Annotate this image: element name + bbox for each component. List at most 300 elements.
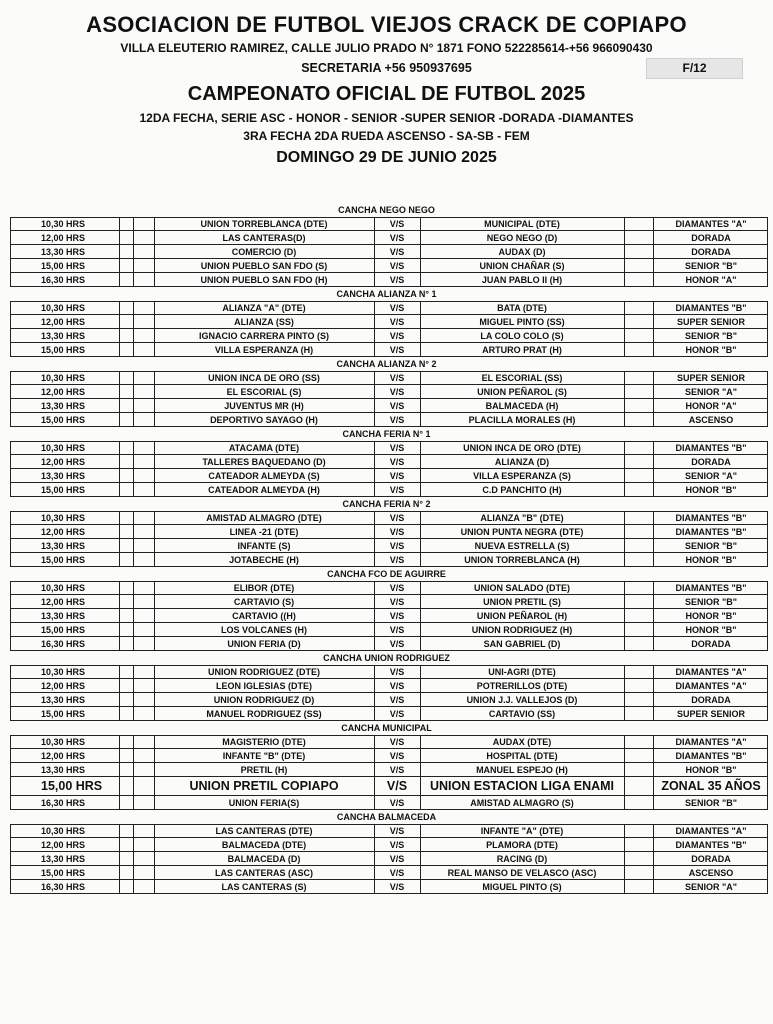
- column-divider: [624, 623, 625, 636]
- match-category: ZONAL 35 AÑOS: [661, 779, 761, 793]
- column-divider: [119, 666, 120, 678]
- column-divider: [133, 273, 134, 286]
- match-time: 10,30 HRS: [41, 219, 86, 229]
- match-row: [10, 371, 768, 385]
- match-row: [10, 413, 768, 427]
- column-divider: [624, 838, 625, 851]
- match-time: 12,00 HRS: [41, 750, 86, 761]
- column-divider: [133, 245, 134, 258]
- home-team: UNION FERIA (D): [227, 638, 301, 649]
- home-team: BALMACEDA (DTE): [221, 839, 307, 850]
- column-divider: [119, 763, 120, 776]
- column-divider: [133, 385, 134, 398]
- versus-label: V/S: [389, 708, 405, 719]
- match-row: [10, 749, 768, 763]
- column-divider: [133, 525, 134, 538]
- column-divider: [119, 880, 120, 893]
- column-divider: [119, 609, 120, 622]
- association-address: VILLA ELEUTERIO RAMIREZ, CALLE JULIO PRADO N° 1871 FONO 522285614-+56 966090430: [120, 41, 653, 55]
- column-divider: [624, 749, 625, 762]
- column-divider: [624, 442, 625, 454]
- column-divider: [624, 693, 625, 706]
- venue-title: CANCHA BALMACEDA: [336, 812, 437, 822]
- match-category: DIAMANTES "B": [675, 443, 747, 453]
- home-team: JUVENTUS MR (H): [224, 400, 304, 411]
- column-divider: [624, 539, 625, 552]
- venues-list: [0, 203, 773, 894]
- match-time: 16,30 HRS: [41, 274, 86, 285]
- away-team: HOSPITAL (DTE): [486, 750, 558, 761]
- home-team: TALLERES BAQUEDANO (D): [202, 456, 326, 467]
- column-divider: [119, 302, 120, 314]
- match-time: 10,30 HRS: [41, 737, 86, 747]
- away-team: ALIANZA (D): [494, 456, 550, 467]
- versus-label: V/S: [389, 456, 405, 467]
- venue-title: CANCHA NEGO NEGO: [338, 205, 435, 215]
- versus-label: V/S: [389, 386, 405, 397]
- match-row: [10, 329, 768, 343]
- match-category: DIAMANTES "B": [675, 303, 747, 313]
- column-divider: [119, 273, 120, 286]
- sheet-code: F/12: [646, 58, 743, 79]
- away-team: PLAMORA (DTE): [486, 839, 558, 850]
- match-row: [10, 553, 768, 567]
- away-team: ALIANZA "B" (DTE): [480, 513, 564, 523]
- match-category: DIAMANTES "A": [675, 219, 747, 229]
- match-row: [10, 693, 768, 707]
- column-divider: [624, 736, 625, 748]
- column-divider: [133, 455, 134, 468]
- column-divider: [133, 483, 134, 496]
- versus-label: V/S: [389, 667, 405, 677]
- column-divider: [133, 413, 134, 426]
- match-row: [10, 217, 768, 231]
- match-row: [10, 623, 768, 637]
- column-divider: [119, 796, 120, 809]
- match-row: [10, 343, 768, 357]
- column-divider: [133, 315, 134, 328]
- home-team: BALMACEDA (D): [227, 853, 301, 864]
- versus-label: V/S: [389, 750, 405, 761]
- versus-label: V/S: [389, 443, 405, 453]
- home-team: VILLA ESPERANZA (H): [214, 344, 314, 355]
- match-category: HONOR "B": [685, 344, 737, 355]
- match-category: HONOR "B": [685, 610, 737, 621]
- column-divider: [119, 245, 120, 258]
- venue-title: CANCHA FCO DE AGUIRRE: [327, 569, 446, 579]
- match-row: [10, 525, 768, 539]
- column-divider: [624, 553, 625, 566]
- match-category: SENIOR "B": [684, 596, 738, 607]
- match-category: DIAMANTES "A": [675, 680, 747, 691]
- column-divider: [624, 483, 625, 496]
- secretary-row: [0, 57, 773, 79]
- versus-label: V/S: [389, 881, 405, 892]
- match-time: 12,00 HRS: [41, 680, 86, 691]
- away-team: EL ESCORIAL (SS): [481, 373, 563, 383]
- column-divider: [119, 595, 120, 608]
- match-row: [10, 483, 768, 497]
- away-team: UNION RODRIGUEZ (H): [471, 624, 573, 635]
- match-category: SENIOR "B": [684, 330, 738, 341]
- home-team: INFANTE (S): [237, 540, 291, 551]
- column-divider: [624, 609, 625, 622]
- home-team: UNION PUEBLO SAN FDO (S): [200, 260, 328, 271]
- away-team: UNION PEÑAROL (H): [476, 610, 568, 621]
- column-divider: [624, 372, 625, 384]
- away-team: UNION SALADO (DTE): [474, 583, 570, 593]
- column-divider: [119, 399, 120, 412]
- home-team: AMISTAD ALMAGRO (DTE): [206, 513, 322, 523]
- away-team: UNI-AGRI (DTE): [488, 667, 556, 677]
- column-divider: [624, 315, 625, 328]
- column-divider: [119, 455, 120, 468]
- away-team: UNION ESTACION LIGA ENAMI: [429, 779, 615, 793]
- match-category: SUPER SENIOR: [676, 316, 745, 327]
- column-divider: [133, 302, 134, 314]
- match-category: HONOR "A": [685, 274, 737, 285]
- column-divider: [133, 693, 134, 706]
- match-row: [10, 455, 768, 469]
- home-team: PRETIL (H): [240, 764, 288, 775]
- match-time: 15,00 HRS: [41, 779, 103, 793]
- column-divider: [119, 385, 120, 398]
- home-team: UNION FERIA(S): [228, 797, 300, 808]
- versus-label: V/S: [389, 694, 405, 705]
- match-time: 15,00 HRS: [41, 260, 86, 271]
- column-divider: [133, 218, 134, 230]
- versus-label: V/S: [389, 583, 405, 593]
- versus-label: V/S: [389, 414, 405, 425]
- column-divider: [119, 707, 120, 720]
- match-row: [10, 796, 768, 810]
- match-time: 12,00 HRS: [41, 232, 86, 243]
- versus-label: V/S: [389, 839, 405, 850]
- home-team: CARTAVIO (S): [233, 596, 295, 607]
- column-divider: [133, 343, 134, 356]
- away-team: AUDAX (DTE): [492, 737, 552, 747]
- match-category: DIAMANTES "A": [675, 826, 747, 836]
- match-row: [10, 866, 768, 880]
- column-divider: [119, 693, 120, 706]
- away-team: MIGUEL PINTO (S): [482, 881, 562, 892]
- home-team: ALIANZA "A" (DTE): [222, 303, 306, 313]
- match-row: [10, 763, 768, 777]
- column-divider: [119, 512, 120, 524]
- column-divider: [119, 483, 120, 496]
- match-time: 12,00 HRS: [41, 316, 86, 327]
- match-time: 13,30 HRS: [41, 400, 86, 411]
- column-divider: [133, 838, 134, 851]
- versus-label: V/S: [389, 797, 405, 808]
- away-team: MANUEL ESPEJO (H): [476, 764, 568, 775]
- match-category: DIAMANTES "A": [675, 737, 747, 747]
- match-category: DIAMANTES "B": [675, 750, 747, 761]
- match-category: SENIOR "A": [684, 881, 738, 892]
- versus-label: V/S: [389, 470, 405, 481]
- match-time: 10,30 HRS: [41, 303, 86, 313]
- away-team: NUEVA ESTRELLA (S): [474, 540, 570, 551]
- versus-label: V/S: [386, 779, 408, 793]
- column-divider: [133, 777, 134, 795]
- venue-block: [0, 357, 773, 427]
- column-divider: [624, 469, 625, 482]
- match-time: 10,30 HRS: [41, 826, 86, 836]
- column-divider: [133, 512, 134, 524]
- column-divider: [119, 413, 120, 426]
- match-time: 15,00 HRS: [41, 414, 86, 425]
- column-divider: [133, 880, 134, 893]
- versus-label: V/S: [389, 638, 405, 649]
- column-divider: [624, 259, 625, 272]
- home-team: CATEADOR ALMEYDA (H): [208, 484, 320, 495]
- match-category: DIAMANTES "A": [675, 667, 747, 677]
- column-divider: [624, 273, 625, 286]
- match-time: 13,30 HRS: [41, 246, 86, 257]
- home-team: ELIBOR (DTE): [233, 583, 295, 593]
- match-category: DORADA: [691, 853, 731, 864]
- match-category: DORADA: [691, 232, 731, 243]
- column-divider: [624, 385, 625, 398]
- away-team: MIGUEL PINTO (SS): [479, 316, 565, 327]
- match-category: DORADA: [691, 246, 731, 257]
- match-time: 10,30 HRS: [41, 513, 86, 523]
- away-team: MUNICIPAL (DTE): [484, 219, 560, 229]
- match-row: [10, 399, 768, 413]
- home-team: LEON IGLESIAS (DTE): [215, 680, 312, 691]
- versus-label: V/S: [389, 219, 405, 229]
- secretary-phone: SECRETARIA +56 950937695: [301, 61, 472, 75]
- away-team: PLACILLA MORALES (H): [468, 414, 576, 425]
- column-divider: [119, 329, 120, 342]
- versus-label: V/S: [389, 526, 405, 537]
- column-divider: [133, 372, 134, 384]
- match-category: HONOR "B": [685, 624, 737, 635]
- column-divider: [624, 231, 625, 244]
- versus-label: V/S: [389, 680, 405, 691]
- match-time: 13,30 HRS: [41, 853, 86, 864]
- venue-title: CANCHA ALIANZA N° 1: [336, 289, 437, 299]
- match-time: 12,00 HRS: [41, 386, 86, 397]
- match-category: SENIOR "B": [684, 797, 738, 808]
- column-divider: [119, 866, 120, 879]
- column-divider: [624, 399, 625, 412]
- column-divider: [624, 880, 625, 893]
- match-date: DOMINGO 29 DE JUNIO 2025: [276, 149, 497, 166]
- match-row: [10, 777, 768, 796]
- home-team: UNION TORREBLANCA (DTE): [200, 219, 328, 229]
- column-divider: [624, 512, 625, 524]
- match-category: DIAMANTES "B": [675, 513, 747, 523]
- column-divider: [119, 259, 120, 272]
- match-row: [10, 511, 768, 525]
- column-divider: [133, 736, 134, 748]
- home-team: INFANTE "B" (DTE): [222, 750, 306, 761]
- column-divider: [119, 539, 120, 552]
- round-line: 3RA FECHA 2DA RUEDA ASCENSO - SA-SB - FEM: [243, 129, 530, 143]
- match-category: ASCENSO: [688, 414, 734, 425]
- column-divider: [624, 825, 625, 837]
- column-divider: [624, 525, 625, 538]
- match-row: [10, 315, 768, 329]
- column-divider: [624, 866, 625, 879]
- venue-title: CANCHA MUNICIPAL: [341, 723, 432, 733]
- away-team: UNION J.J. VALLEJOS (D): [466, 694, 578, 705]
- column-divider: [624, 413, 625, 426]
- away-team: INFANTE "A" (DTE): [480, 826, 564, 836]
- versus-label: V/S: [389, 737, 405, 747]
- versus-label: V/S: [389, 596, 405, 607]
- column-divider: [119, 218, 120, 230]
- column-divider: [133, 399, 134, 412]
- match-category: SENIOR "A": [684, 470, 738, 481]
- away-team: LA COLO COLO (S): [480, 330, 564, 341]
- match-row: [10, 735, 768, 749]
- match-time: 15,00 HRS: [41, 484, 86, 495]
- versus-label: V/S: [389, 826, 405, 836]
- versus-label: V/S: [389, 260, 405, 271]
- match-category: HONOR "A": [685, 400, 737, 411]
- match-row: [10, 595, 768, 609]
- versus-label: V/S: [389, 303, 405, 313]
- home-team: EL ESCORIAL (S): [226, 386, 302, 397]
- column-divider: [133, 666, 134, 678]
- venue-title: CANCHA UNION RODRIGUEZ: [323, 653, 450, 663]
- column-divider: [133, 796, 134, 809]
- column-divider: [133, 539, 134, 552]
- column-divider: [119, 825, 120, 837]
- column-divider: [624, 777, 625, 795]
- home-team: ALIANZA (SS): [234, 316, 294, 327]
- versus-label: V/S: [389, 316, 405, 327]
- match-row: [10, 441, 768, 455]
- column-divider: [133, 866, 134, 879]
- column-divider: [624, 796, 625, 809]
- match-row: [10, 707, 768, 721]
- column-divider: [119, 777, 120, 795]
- match-row: [10, 539, 768, 553]
- versus-label: V/S: [389, 610, 405, 621]
- match-time: 10,30 HRS: [41, 373, 86, 383]
- away-team: AMISTAD ALMAGRO (S): [470, 797, 574, 808]
- column-divider: [133, 763, 134, 776]
- match-time: 13,30 HRS: [41, 330, 86, 341]
- match-category: DORADA: [691, 456, 731, 467]
- match-row: [10, 838, 768, 852]
- column-divider: [119, 469, 120, 482]
- column-divider: [133, 679, 134, 692]
- versus-label: V/S: [389, 246, 405, 257]
- home-team: MAGISTERIO (DTE): [222, 737, 306, 747]
- column-divider: [133, 707, 134, 720]
- versus-label: V/S: [389, 867, 405, 878]
- match-category: HONOR "B": [685, 484, 737, 495]
- venue-block: [0, 497, 773, 567]
- home-team: LAS CANTERAS (DTE): [215, 826, 313, 836]
- match-category: SENIOR "B": [684, 260, 738, 271]
- match-category: DORADA: [691, 638, 731, 649]
- column-divider: [133, 469, 134, 482]
- match-time: 13,30 HRS: [41, 764, 86, 775]
- match-time: 15,00 HRS: [41, 867, 86, 878]
- column-divider: [133, 825, 134, 837]
- match-row: [10, 679, 768, 693]
- away-team: UNION INCA DE ORO (DTE): [463, 443, 581, 453]
- column-divider: [133, 595, 134, 608]
- match-category: SENIOR "A": [684, 386, 738, 397]
- match-time: 15,00 HRS: [41, 554, 86, 565]
- column-divider: [133, 609, 134, 622]
- column-divider: [624, 595, 625, 608]
- away-team: UNION TORREBLANCA (H): [464, 554, 580, 565]
- home-team: JOTABECHE (H): [229, 554, 299, 565]
- home-team: UNION PRETIL COPIAPO: [189, 779, 339, 793]
- series-line: 12DA FECHA, SERIE ASC - HONOR - SENIOR -SUPER SENIOR -DORADA -DIAMANTES: [139, 111, 634, 125]
- away-team: NEGO NEGO (D): [486, 232, 558, 243]
- venue-title: CANCHA FERIA N° 2: [342, 499, 431, 509]
- away-team: UNION CHAÑAR (S): [479, 260, 565, 271]
- venue-block: [0, 427, 773, 497]
- match-row: [10, 245, 768, 259]
- versus-label: V/S: [389, 330, 405, 341]
- column-divider: [624, 343, 625, 356]
- column-divider: [119, 749, 120, 762]
- match-time: 10,30 HRS: [41, 443, 86, 453]
- away-team: ARTURO PRAT (H): [482, 344, 562, 355]
- column-divider: [119, 372, 120, 384]
- column-divider: [624, 763, 625, 776]
- match-time: 10,30 HRS: [41, 583, 86, 593]
- home-team: LOS VOLCANES (H): [220, 624, 307, 635]
- home-team: DEPORTIVO SAYAGO (H): [210, 414, 318, 425]
- match-row: [10, 301, 768, 315]
- column-divider: [133, 259, 134, 272]
- versus-label: V/S: [389, 764, 405, 775]
- column-divider: [624, 218, 625, 230]
- match-category: DORADA: [691, 694, 731, 705]
- column-divider: [133, 749, 134, 762]
- match-time: 16,30 HRS: [41, 638, 86, 649]
- column-divider: [119, 852, 120, 865]
- away-team: BALMACEDA (H): [485, 400, 559, 411]
- home-team: LAS CANTERAS(D): [222, 232, 306, 243]
- match-time: 13,30 HRS: [41, 540, 86, 551]
- column-divider: [119, 231, 120, 244]
- versus-label: V/S: [389, 513, 405, 523]
- column-divider: [133, 329, 134, 342]
- match-time: 13,30 HRS: [41, 470, 86, 481]
- away-team: BATA (DTE): [497, 303, 547, 313]
- column-divider: [119, 343, 120, 356]
- away-team: UNION PUNTA NEGRA (DTE): [460, 526, 584, 537]
- column-divider: [624, 582, 625, 594]
- column-divider: [133, 553, 134, 566]
- home-team: LAS CANTERAS (ASC): [215, 867, 313, 878]
- match-time: 12,00 HRS: [41, 526, 86, 537]
- match-row: [10, 637, 768, 651]
- column-divider: [624, 707, 625, 720]
- home-team: UNION RODRIGUEZ (DTE): [208, 667, 320, 677]
- match-category: SUPER SENIOR: [676, 708, 745, 719]
- column-divider: [119, 736, 120, 748]
- home-team: CATEADOR ALMEYDA (S): [208, 470, 320, 481]
- match-row: [10, 880, 768, 894]
- venue-block: [0, 203, 773, 287]
- column-divider: [624, 302, 625, 314]
- away-team: JUAN PABLO II (H): [481, 274, 563, 285]
- versus-label: V/S: [389, 232, 405, 243]
- match-row: [10, 824, 768, 838]
